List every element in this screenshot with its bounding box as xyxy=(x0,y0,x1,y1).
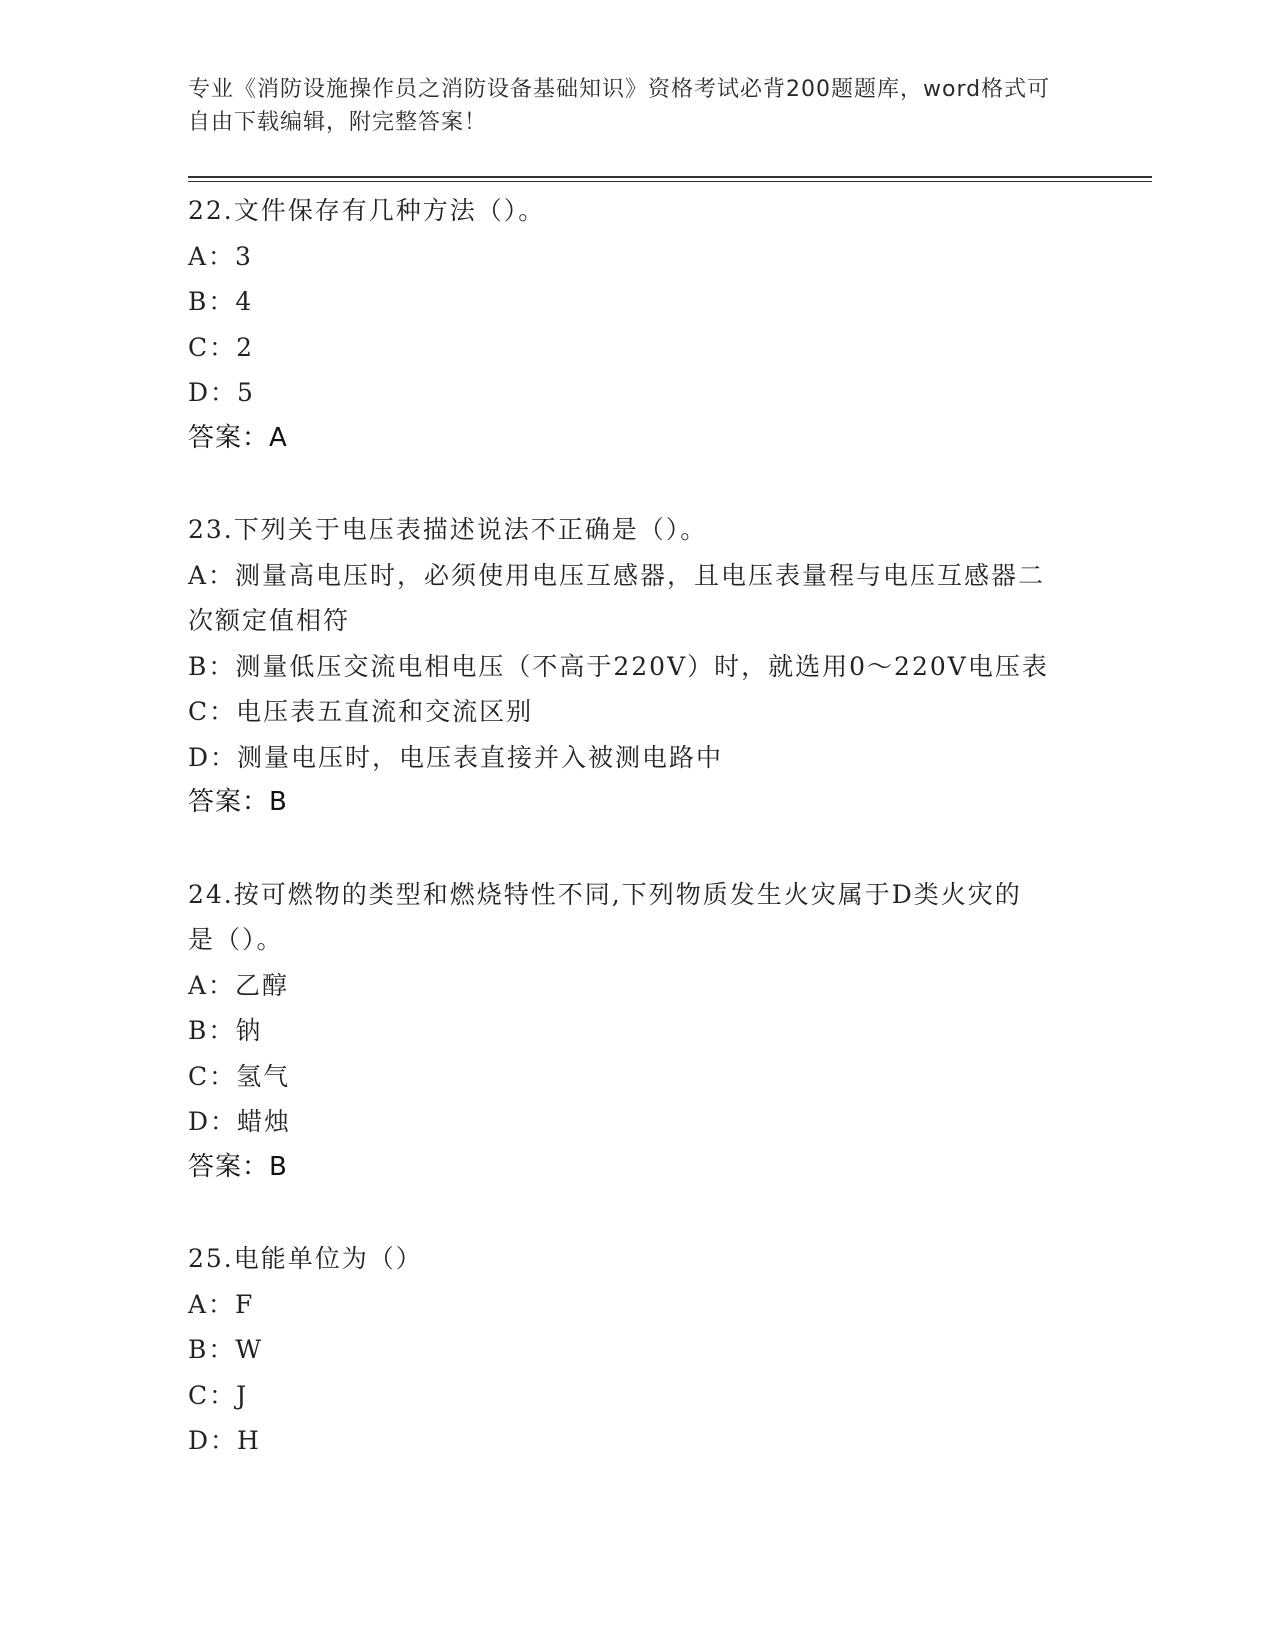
question-22 xyxy=(188,188,1088,461)
option-b: B：W xyxy=(188,1335,264,1364)
header-divider-thick xyxy=(188,176,1152,178)
header-divider-thin xyxy=(188,181,1152,182)
option-a: A：3 xyxy=(188,241,253,271)
question-stem: 23.下列关于电压表描述说法不正确是（）。 xyxy=(188,515,708,544)
answer: 答案：B xyxy=(188,787,288,817)
option-c: C：氢气 xyxy=(188,1061,291,1091)
option-d: D：H xyxy=(188,1426,261,1455)
option-d: D：5 xyxy=(188,378,255,407)
question-stem: 24.按可燃物的类型和燃烧特性不同,下列物质发生火灾属于D类火灾的是（）。 xyxy=(188,879,1022,954)
option-b: B：测量低压交流电相电压（不高于220V）时，就选用0～220V电压表 xyxy=(188,651,1049,681)
document-header: 专业《消防设施操作员之消防设备基础知识》资格考试必背200题题库，word格式可自由下载编辑，附完整答案！ xyxy=(188,77,1051,135)
option-c: C：2 xyxy=(188,332,255,362)
question-25 xyxy=(188,1236,1088,1464)
option-d: D：测量电压时，电压表直接并入被测电路中 xyxy=(188,742,724,772)
option-a: A：F xyxy=(188,1289,255,1319)
question-24 xyxy=(188,872,1088,1191)
option-c: C：电压表五直流和交流区别 xyxy=(188,697,534,726)
option-b: B：钠 xyxy=(188,1016,263,1045)
question-stem: 22.文件保存有几种方法（）。 xyxy=(188,196,546,225)
answer: 答案：B xyxy=(188,1151,288,1182)
question-stem: 25.电能单位为（） xyxy=(188,1244,423,1273)
question-list xyxy=(188,188,1088,1510)
answer: 答案：A xyxy=(188,422,288,453)
option-a: A：乙醇 xyxy=(188,970,290,1000)
option-c: C：J xyxy=(188,1380,249,1410)
option-b: B：4 xyxy=(188,287,254,316)
option-a: A：测量高电压时，必须使用电压互感器，且电压表量程与电压互感器二次额定值相符 xyxy=(188,560,1046,635)
option-d: D：蜡烛 xyxy=(188,1107,292,1136)
question-23 xyxy=(188,507,1088,826)
